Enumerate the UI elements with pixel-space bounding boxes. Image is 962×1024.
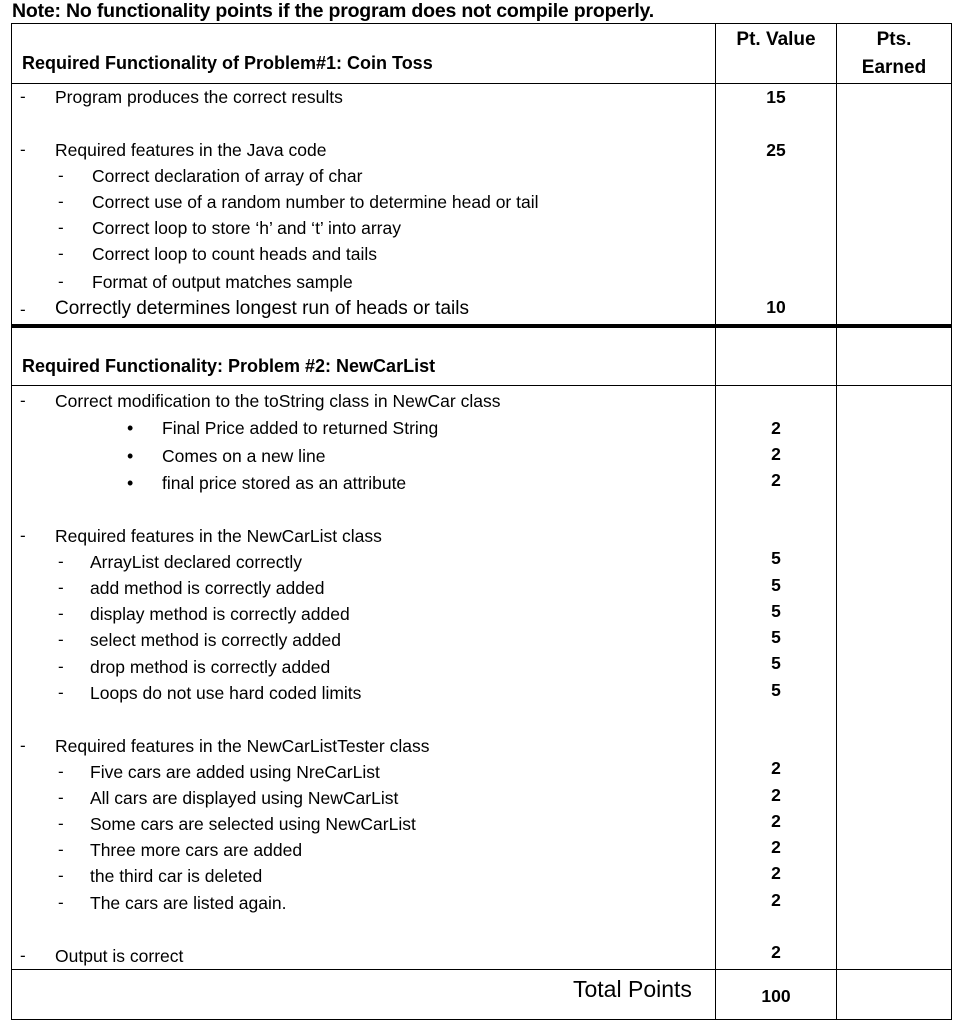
column-header-pts-earned-line2: Earned [861,57,927,78]
section1-subitem: Correct loop to count heads and tails [92,244,378,264]
table-border-left [11,23,12,1020]
column-header-pt-value: Pt. Value [736,29,816,50]
subitem-points: 2 [771,863,781,883]
dash-marker: - [58,814,64,833]
section2-subitem: Some cars are selected using NewCarList [90,814,416,834]
section1-item3: Correctly determines longest run of heads or tails [55,298,469,319]
section2-subitem: Comes on a new line [162,446,326,466]
section2-item4: Output is correct [55,946,184,966]
section2-subitem: final price stored as an attribute [162,473,407,493]
dash-marker: - [58,840,64,859]
subitem-points: 5 [771,627,781,647]
section1-item1: Program produces the correct results [55,87,343,107]
dash-marker: - [20,526,26,545]
subitem-points: 2 [771,758,781,778]
section1-title: Required Functionality of Problem#1: Coin Toss [22,53,433,73]
column-header-pts-earned-line1: Pts. [876,29,912,50]
dash-marker: - [20,391,26,410]
section2-subitem: ArrayList declared correctly [90,552,303,572]
section2-item1: Correct modification to the toString class in NewCar class [55,391,501,411]
section1-item1-points: 15 [766,87,786,107]
dash-marker: - [58,866,64,885]
subitem-points: 5 [771,680,781,700]
total-label: Total Points [573,976,692,1002]
subitem-points: 2 [771,444,781,464]
subitem-points: 2 [771,890,781,910]
column-divider-2 [836,23,837,1020]
dash-marker: - [58,552,64,571]
row-divider-header1 [11,83,951,84]
subitem-points: 2 [771,785,781,805]
subitem-points: 2 [771,418,781,438]
section2-item4-points: 2 [771,942,781,962]
section1-item3-points: 10 [766,297,786,317]
subitem-points: 2 [771,811,781,831]
table-border-top [11,23,951,24]
section1-subitem: Correct declaration of array of char [92,166,363,186]
section1-subitem: Format of output matches sample [92,272,353,292]
table-border-bottom [11,1019,952,1020]
section1-subitem: Correct use of a random number to determine head or tail [92,192,539,212]
section2-subitem: The cars are listed again. [90,893,287,913]
section2-subitem: Loops do not use hard coded limits [90,683,362,703]
subitem-points: 5 [771,653,781,673]
dash-marker: - [58,272,64,291]
bullet-marker: • [127,418,134,438]
dash-marker: - [58,630,64,649]
bullet-marker: • [127,446,134,466]
dash-marker: - [58,218,64,237]
dash-marker: - [58,192,64,211]
rubric-note: Note: No functionality points if the program does not compile properly. [12,0,654,22]
section2-subitem: select method is correctly added [90,630,341,650]
subitem-points: 2 [771,837,781,857]
dash-marker: - [58,244,64,263]
section2-subitem: Final Price added to returned String [162,418,439,438]
dash-marker: - [20,140,26,159]
dash-marker: - [20,946,26,965]
section1-item2: Required features in the Java code [55,140,327,160]
dash-marker: - [58,657,64,676]
dash-marker: - [58,166,64,185]
row-divider-total [11,969,951,970]
section2-item2: Required features in the NewCarList class [55,526,382,546]
dash-marker: - [58,578,64,597]
total-value: 100 [761,986,791,1006]
section2-subitem: Five cars are added using NreCarList [90,762,380,782]
section2-subitem: drop method is correctly added [90,657,331,677]
dash-marker: - [20,87,26,106]
dash-marker: - [20,736,26,755]
table-border-right [951,23,952,1020]
dash-marker: - [58,683,64,702]
section2-item3: Required features in the NewCarListTester class [55,736,430,756]
dash-marker: - [58,762,64,781]
subitem-points: 5 [771,548,781,568]
dash-marker: - [58,893,64,912]
section-divider-thick [11,324,952,328]
section2-title: Required Functionality: Problem #2: NewCarList [22,356,436,376]
section2-subitem: the third car is deleted [90,866,263,886]
section1-subitem: Correct loop to store ‘h’ and ‘t’ into array [92,218,401,238]
subitem-points: 5 [771,601,781,621]
section2-subitem: add method is correctly added [90,578,325,598]
subitem-points: 5 [771,575,781,595]
subitem-points: 2 [771,470,781,490]
section2-subitem: Three more cars are added [90,840,303,860]
row-divider-header2 [11,385,951,386]
dash-marker: - [20,300,26,319]
dash-marker: - [58,604,64,623]
section2-subitem: display method is correctly added [90,604,350,624]
section1-item2-points: 25 [766,140,786,160]
section2-subitem: All cars are displayed using NewCarList [90,788,399,808]
bullet-marker: • [127,473,134,493]
dash-marker: - [58,788,64,807]
